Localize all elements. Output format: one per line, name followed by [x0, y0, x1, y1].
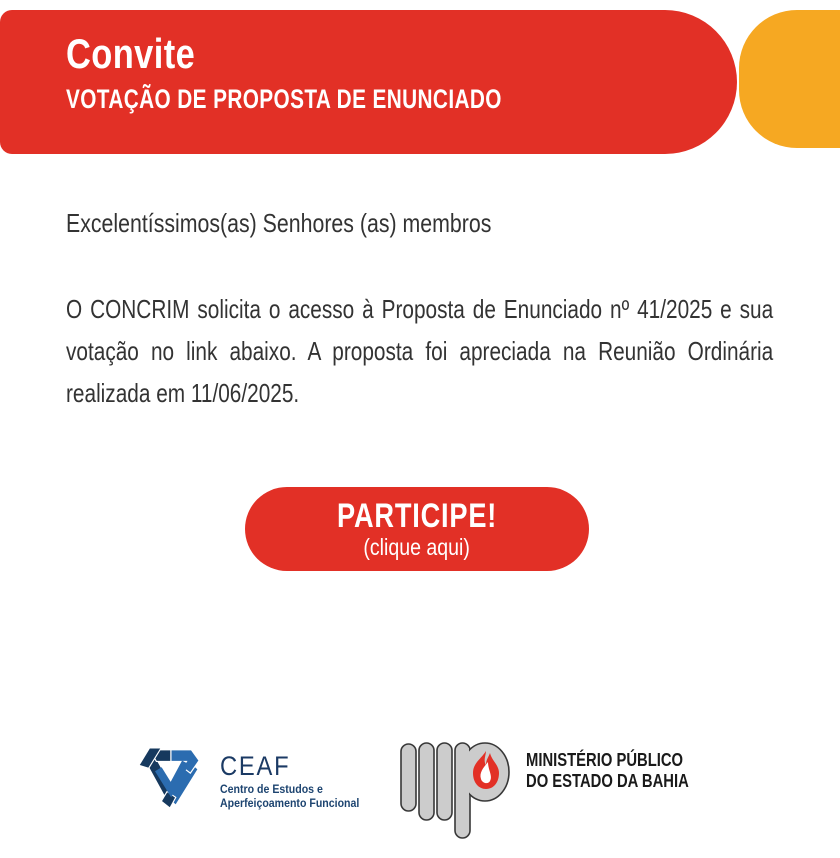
- header-banner: [0, 10, 737, 154]
- greeting-text: Excelentíssimos(as) Senhores (as) membros: [66, 208, 492, 238]
- ceaf-logo: [136, 744, 371, 815]
- ceaf-triangle-knot-icon: [136, 744, 202, 815]
- participate-sublabel: (clique aqui): [363, 534, 471, 560]
- participate-label: PARTICIPE!: [336, 497, 498, 535]
- participate-button[interactable]: [245, 487, 589, 571]
- page-subtitle: VOTAÇÃO DE PROPOSTA DE ENUNCIADO: [66, 84, 502, 114]
- ceaf-subtitle-line1: Centro de Estudos e: [220, 784, 323, 796]
- orange-accent-shape: [739, 10, 840, 148]
- mp-name-line1: MINISTÉRIO PÚBLICO: [526, 749, 684, 770]
- ceaf-subtitle-line2: Aperfeiçoamento Funcional: [220, 797, 360, 810]
- mp-flame-monogram-icon: [398, 740, 510, 847]
- mpba-logo: [398, 740, 730, 847]
- mp-name-line2: DO ESTADO DA BAHIA: [526, 770, 689, 791]
- ceaf-acronym: CEAF: [220, 751, 291, 781]
- page-title: Convite: [66, 30, 196, 77]
- invite-paragraph: O CONCRIM solicita o acesso à Proposta de Enunciado nº 41/2025 e sua votação no link abaixo. A proposta foi apreciada na Reunião Ordinária realizada em 11/06/2025.: [66, 294, 774, 408]
